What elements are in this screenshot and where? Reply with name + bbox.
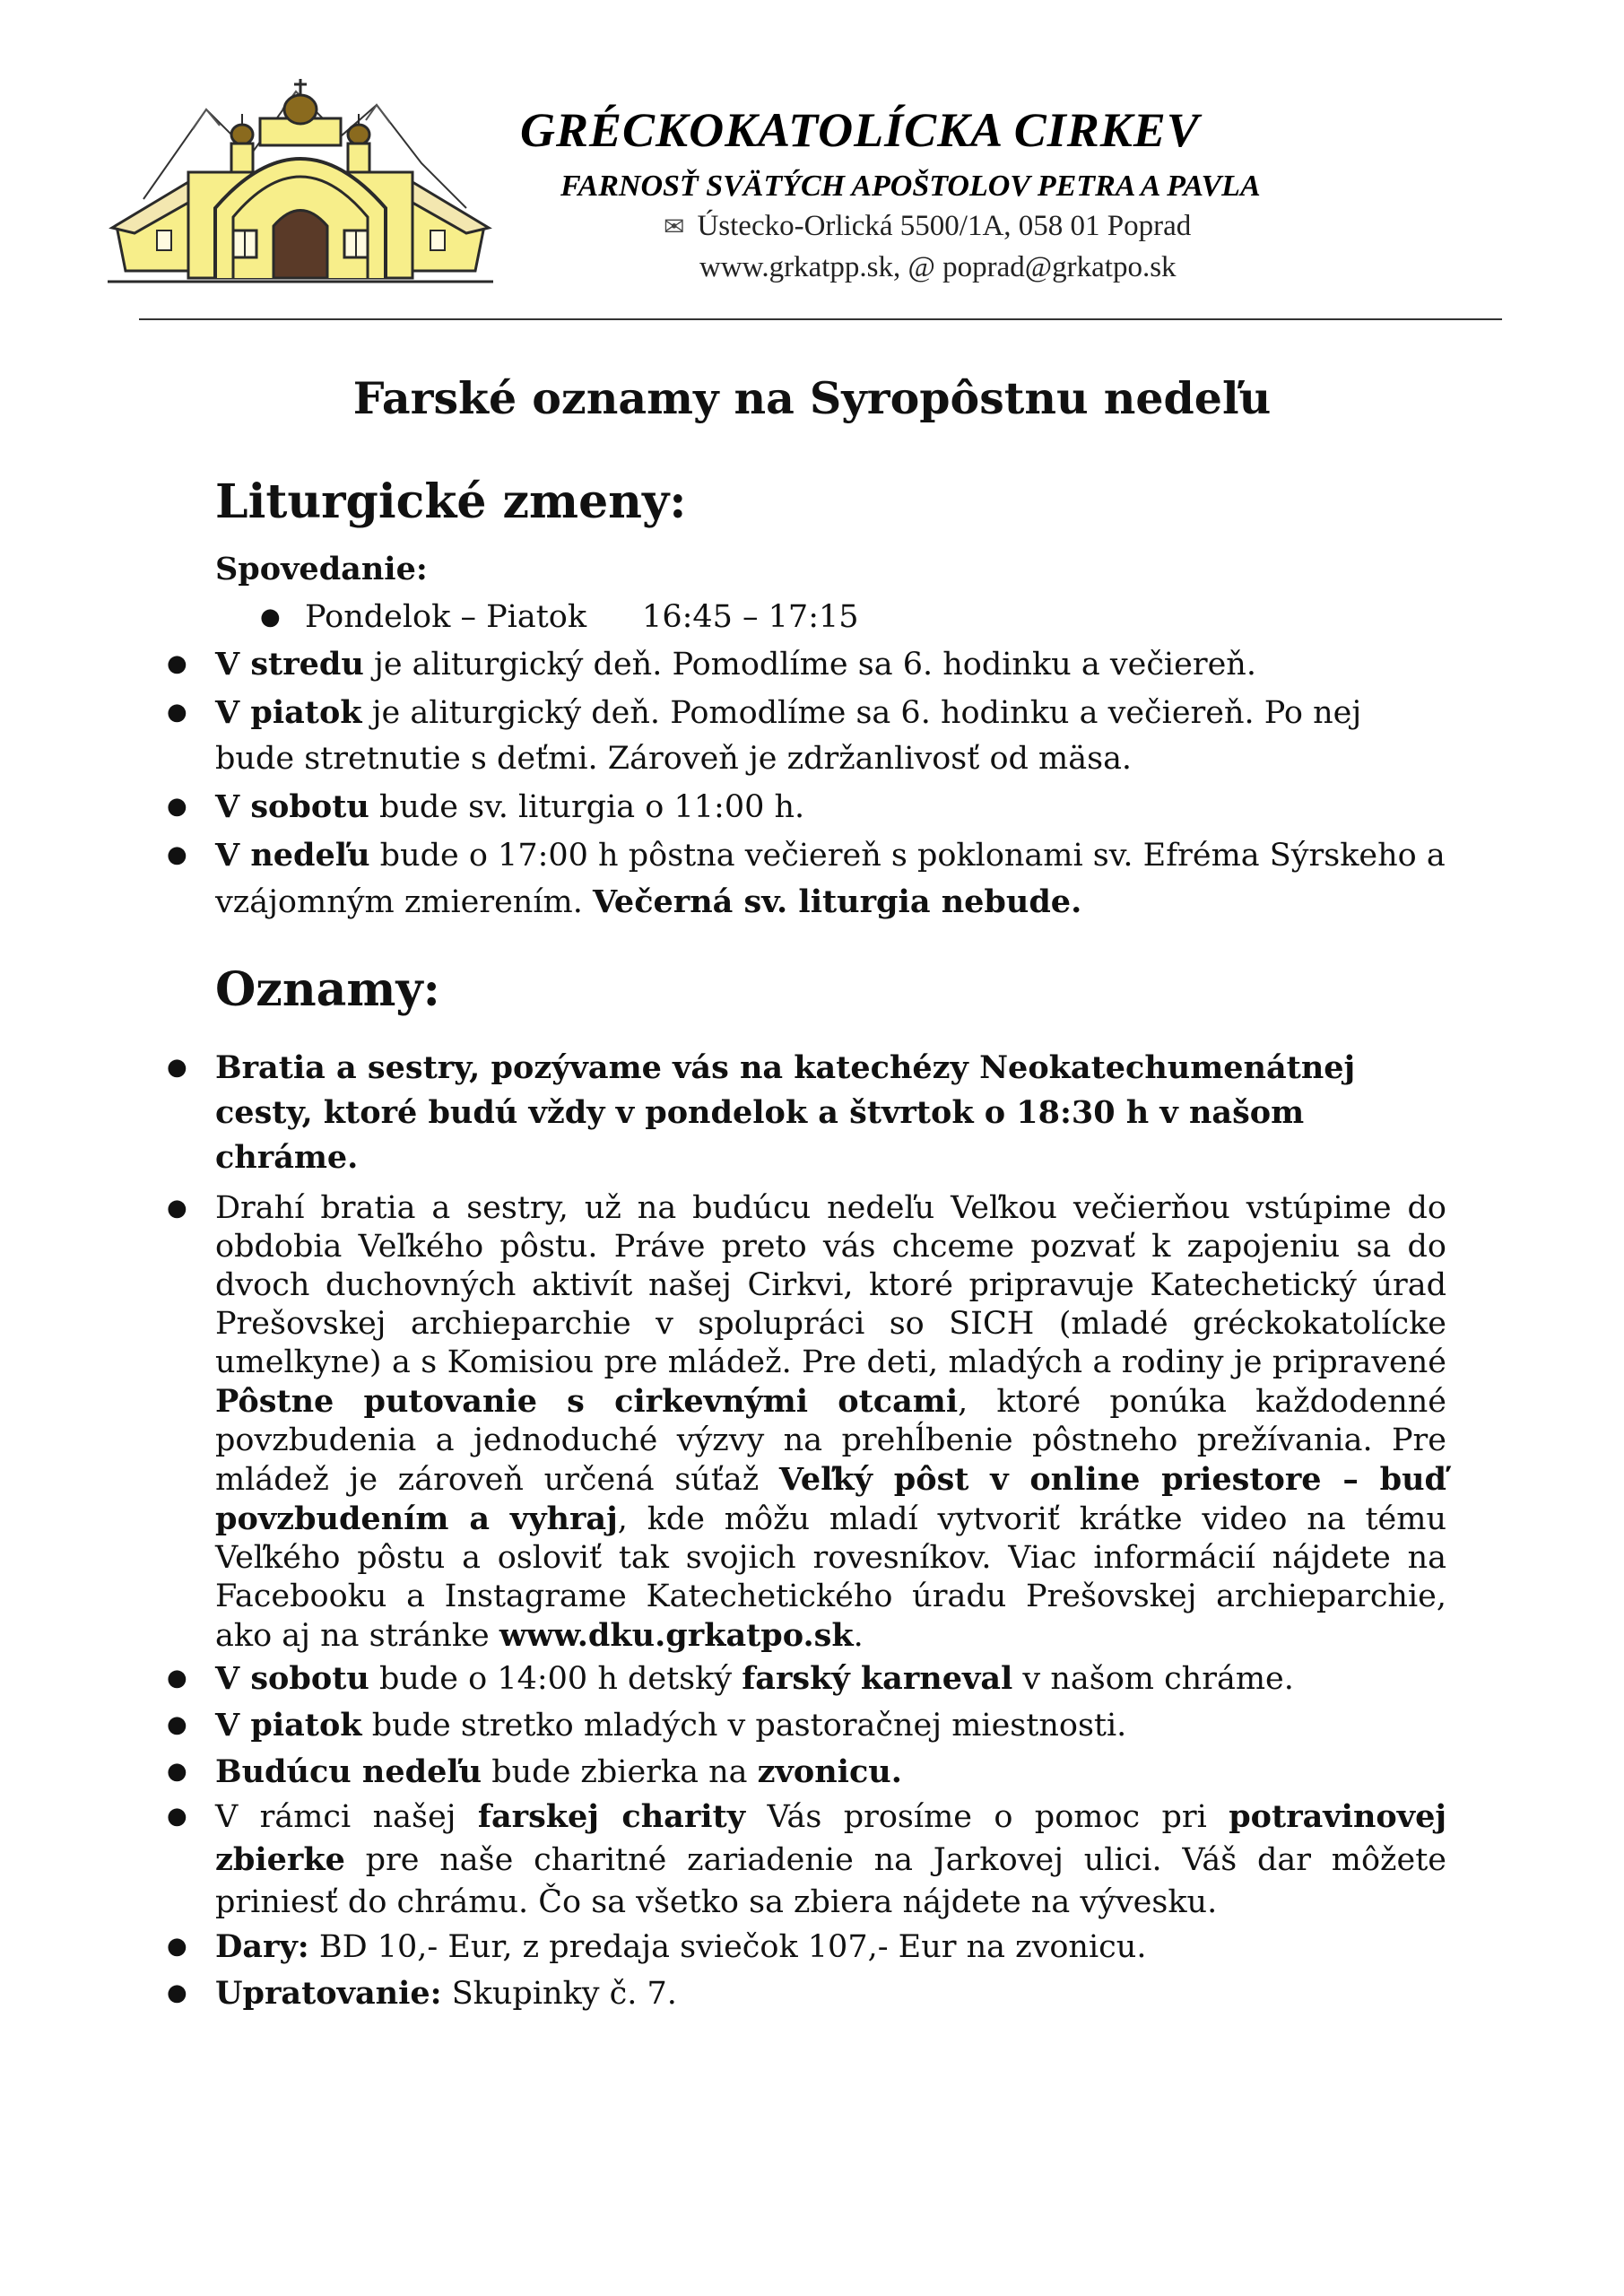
- bullet-icon: ●: [167, 650, 187, 677]
- bullet-icon: ●: [167, 1758, 187, 1785]
- bullet-icon: ●: [167, 1665, 187, 1692]
- list-item: ● V sobotu bude o 14:00 h detský farský karneval v našom chráme.: [0, 1656, 1624, 1702]
- bullet-icon: ●: [167, 1933, 187, 1960]
- list-item: ● Upratovanie: Skupinky č. 7.: [0, 1970, 1624, 2017]
- list-item: ● V piatok je aliturgický deň. Pomodlíme sa 6. hodinku a večiereň. Po nej bude stretnutie s deťmi. Zároveň je zdržanlivosť od mäsa.: [0, 690, 1624, 782]
- list-item: ● Bratia a sestry, pozývame vás na katechézy Neokatechumenátnej cesty, ktoré budú vždy v pondelok a štvrtok o 18:30 h v našom chráme.: [0, 1046, 1624, 1180]
- confession-time: 16:45 – 17:15: [642, 599, 859, 635]
- confession-heading: Spovedanie:: [215, 551, 428, 587]
- list-item: ● V rámci našej farskej charity Vás prosíme o pomoc pri potravinovej zbierke pre naše charitné zariadenie na Jarkovej ulici. Váš dar môžete priniesť do chrámu. Čo sa všetko sa zbiera nájdete na vývesku.: [0, 1796, 1624, 1924]
- bullet-icon: ●: [167, 1054, 187, 1081]
- web-contact: www.grkatpp.sk, @ poprad@grkatpo.sk: [699, 251, 1177, 283]
- header-divider: [139, 318, 1502, 320]
- church-logo: [108, 74, 493, 314]
- bullet-icon: ●: [260, 604, 281, 631]
- envelope-icon: ✉: [664, 213, 685, 241]
- address: Ústecko-Orlická 5500/1A, 058 01 Poprad: [697, 210, 1192, 242]
- liturgical-heading: Liturgické zmeny:: [215, 474, 687, 529]
- bullet-icon: ●: [167, 1195, 187, 1222]
- list-item: ● V sobotu bude sv. liturgia o 11:00 h.: [0, 784, 1624, 831]
- liturgical-list: [0, 641, 1624, 926]
- letterhead: [520, 100, 1462, 287]
- address-line: [664, 206, 1462, 248]
- bullet-icon: ●: [167, 793, 187, 820]
- bullet-icon: ●: [167, 699, 187, 726]
- list-item: ● Dary: BD 10,- Eur, z predaja sviečok 107,- Eur na zvonicu.: [0, 1924, 1624, 1970]
- bullet-icon: ●: [167, 1979, 187, 2006]
- bullet-icon: ●: [167, 1803, 187, 1830]
- list-item: ● V nedeľu bude o 17:00 h pôstna večiereň s poklonami sv. Efréma Sýrskeho a vzájomným zmierením. Večerná sv. liturgia nebude.: [0, 832, 1624, 926]
- church-name: GRÉCKOKATOLÍCKA CIRKEV: [520, 103, 1200, 157]
- announcements-heading: Oznamy:: [215, 962, 440, 1017]
- confession-days: Pondelok – Piatok: [305, 599, 587, 635]
- bullet-icon: ●: [167, 1711, 187, 1738]
- list-item: ● V piatok bude stretko mladých v pastoračnej miestnosti.: [0, 1702, 1624, 1749]
- parish-name: FARNOSŤ SVÄTÝCH APOŠTOLOV PETRA A PAVLA: [560, 170, 1261, 203]
- confession-item: [260, 595, 859, 639]
- bullet-icon: ●: [167, 841, 187, 868]
- list-item: ● Drahí bratia a sestry, už na budúcu nedeľu Veľkou večierňou vstúpime do obdobia Veľkého pôstu. Práve preto vás chceme pozvať k zapojeniu sa do dvoch duchovných aktivít našej Cirkvi, ktoré pripravuje Katechetický úrad Prešovskej archieparchie v spolupráci so SICH (mladé gréckokatolícke umelkyne) a s Komisiou pre mládež. Pre deti, mladých a rodiny je pripravené Pôstne putovanie s cirkevnými otcami, ktoré ponúka každodenné povzbudenia a jednoduché výzvy na prehĺbenie pôstneho prežívania. Pre mládež je zároveň určená súťaž Veľký pôst v online priestore – buď povzbudením a vyhraj, kde môžu mladí vytvoriť krátke video na tému Veľkého pôstu a osloviť tak svojich rovesníkov. Viac informácií nájdete na Facebooku a Instagrame Katechetického úradu Prešovskej archieparchie, ako aj na stránke www.dku.grkatpo.sk.: [167, 1190, 1446, 1654]
- list-item: ● Budúcu nedeľu bude zbierka na zvonicu.: [0, 1749, 1624, 1796]
- list-item: ● V stredu je aliturgický deň. Pomodlíme sa 6. hodinku a večiereň.: [0, 641, 1624, 688]
- announcements-list: [0, 1046, 1624, 2017]
- page-title: Farské oznamy na Syropôstnu nedeľu: [352, 372, 1272, 424]
